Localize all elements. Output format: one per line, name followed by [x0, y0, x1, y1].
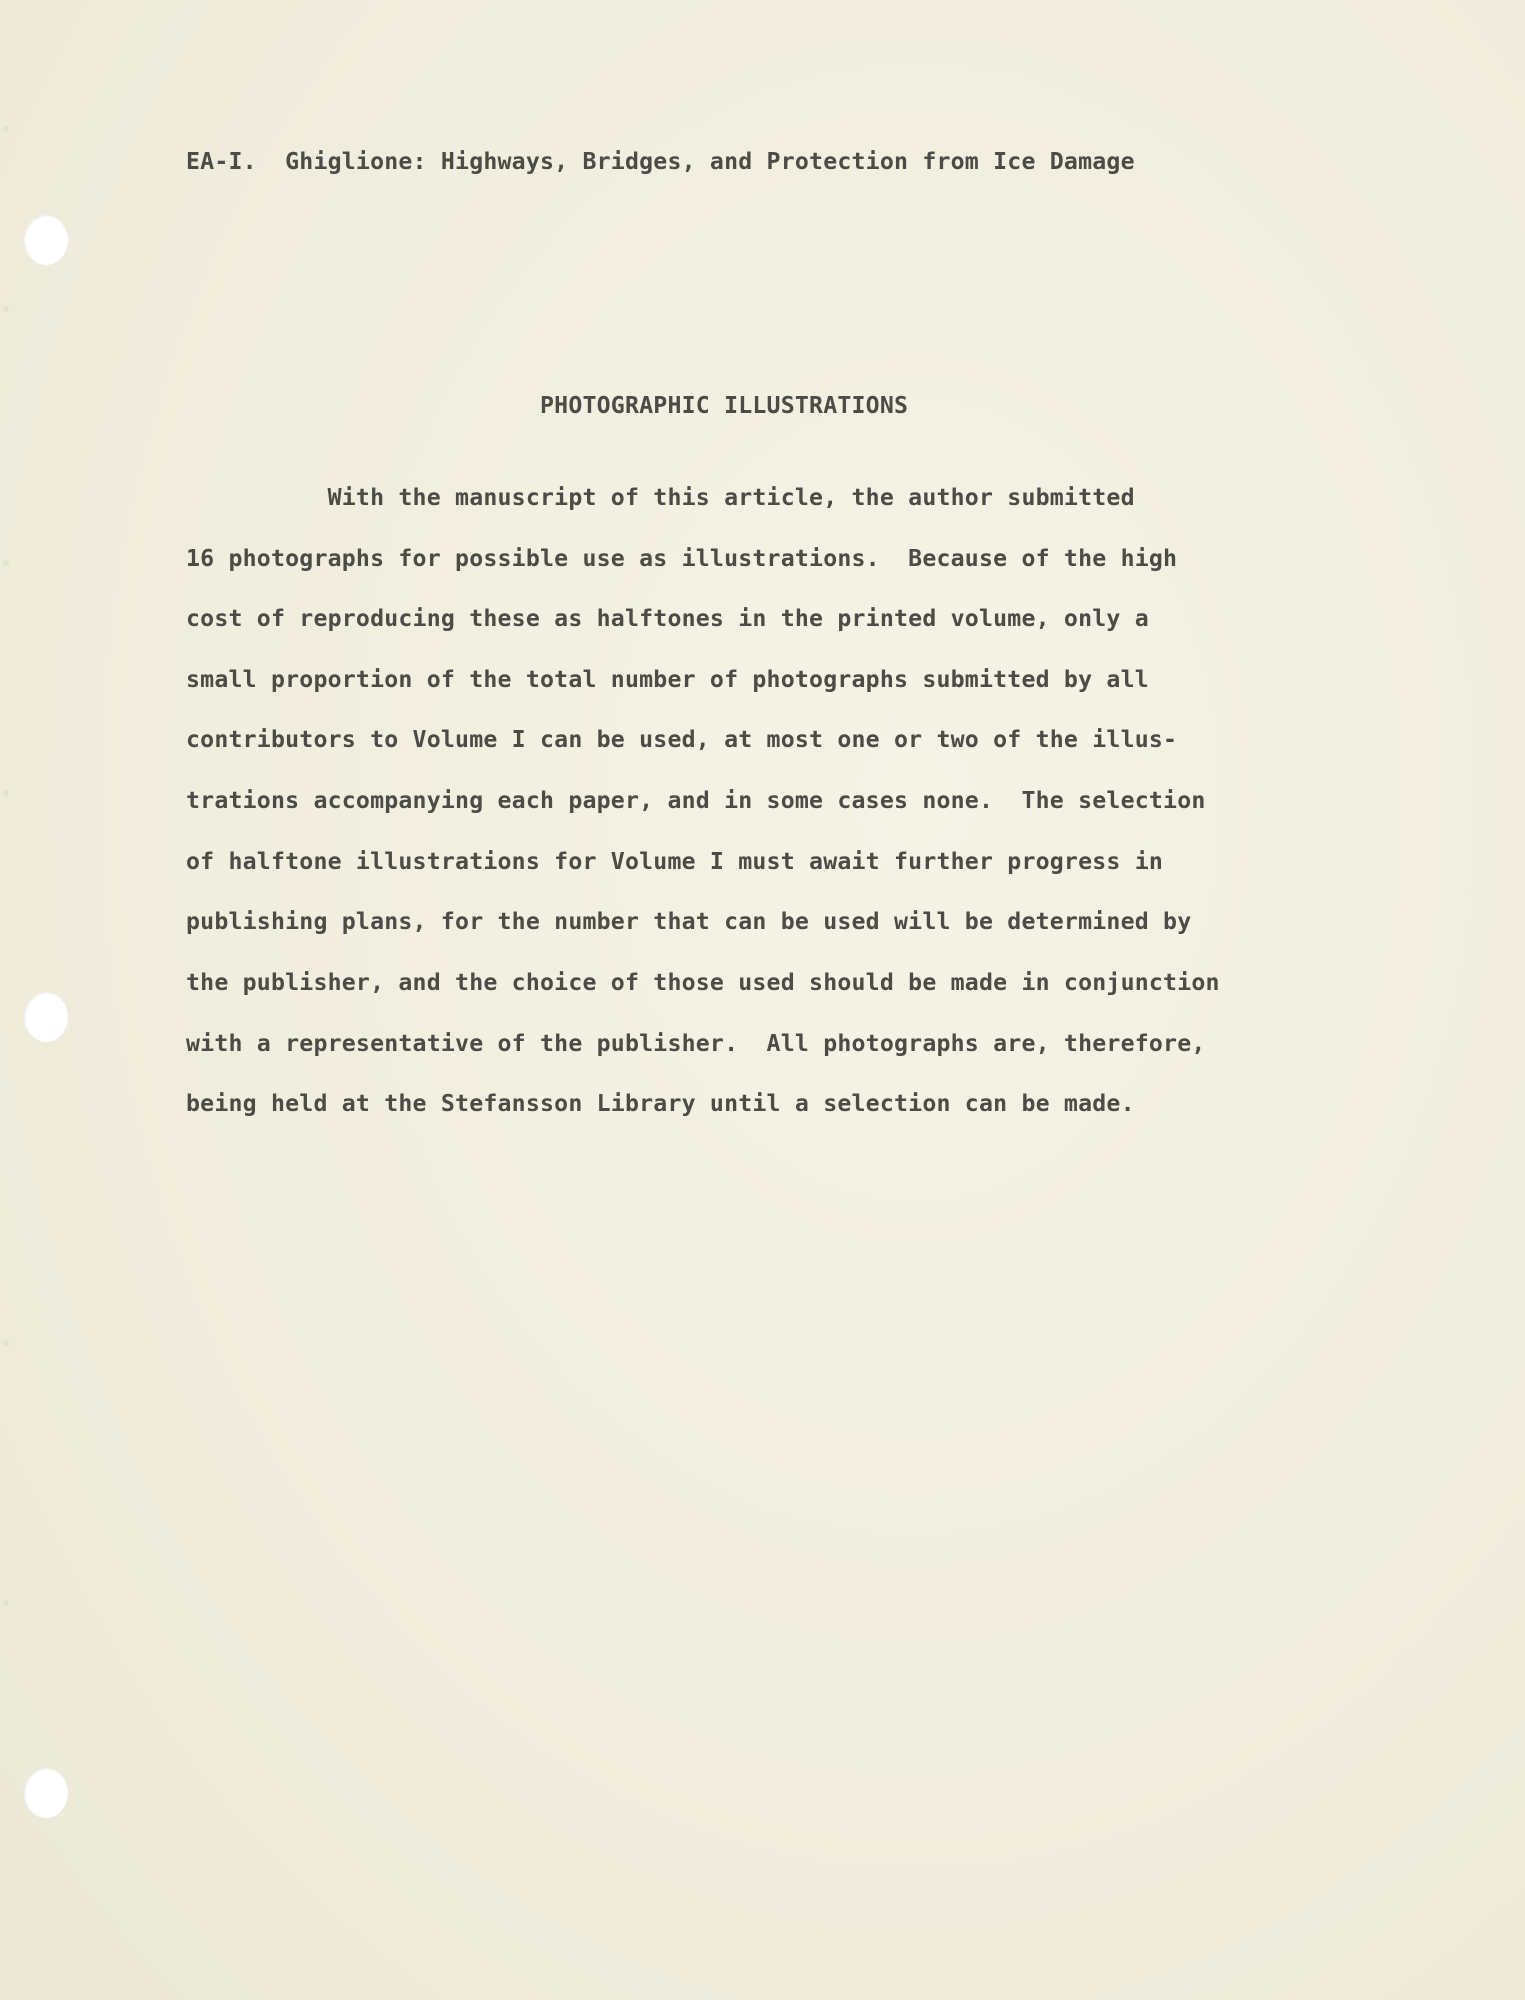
- body-line: contributors to Volume I can be used, at most one or two of the illus-: [186, 726, 1178, 753]
- body-line: cost of reproducing these as halftones in the printed volume, only a: [186, 605, 1149, 632]
- body-line: With the manuscript of this article, the author submitted: [186, 484, 1135, 511]
- body-line: being held at the Stefansson Library until a selection can be made.: [186, 1090, 1135, 1117]
- body-line: of halftone illustrations for Volume I must await further progress in: [186, 848, 1164, 875]
- edge-nick: [3, 1600, 9, 1606]
- edge-nick: [3, 306, 9, 312]
- edge-nick: [3, 560, 9, 566]
- body-line: small proportion of the total number of photographs submitted by all: [186, 666, 1149, 693]
- edge-nick: [3, 790, 9, 796]
- edge-nick: [3, 1340, 9, 1346]
- punch-hole: [24, 992, 68, 1042]
- body-line: the publisher, and the choice of those used should be made in conjunction: [186, 969, 1220, 996]
- document-header: EA-I. Ghiglione: Highways, Bridges, and Protection from Ice Damage: [186, 148, 1135, 175]
- body-line: with a representative of the publisher. All photographs are, therefore,: [186, 1030, 1206, 1057]
- section-title: PHOTOGRAPHIC ILLUSTRATIONS: [540, 392, 909, 419]
- body-line: trations accompanying each paper, and in some cases none. The selection: [186, 787, 1206, 814]
- punch-hole: [24, 1768, 68, 1818]
- edge-nick: [3, 126, 9, 132]
- body-line: publishing plans, for the number that can be used will be determined by: [186, 908, 1192, 935]
- punch-hole: [24, 215, 68, 265]
- body-line: 16 photographs for possible use as illustrations. Because of the high: [186, 545, 1178, 572]
